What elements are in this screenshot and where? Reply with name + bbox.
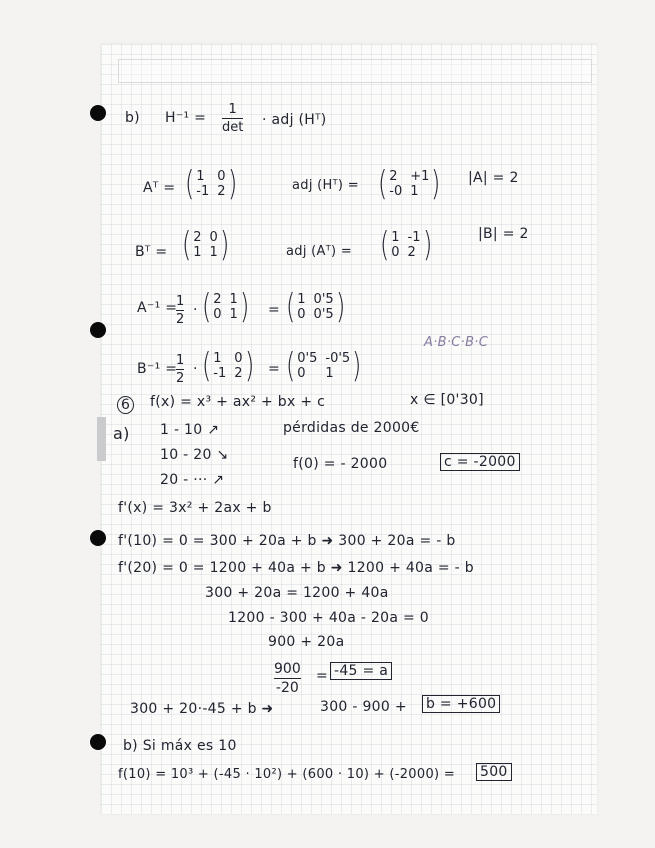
left-paren: (: [201, 287, 212, 327]
interval-2: 10 - 20 ↘: [160, 447, 229, 463]
equation-1: 300 + 20a = 1200 + 40a: [205, 585, 389, 601]
matrix-cell: 0: [297, 307, 306, 322]
matrix-cell: -1: [213, 366, 227, 381]
matrix-cell: 0: [391, 245, 400, 260]
final-result: 500: [476, 763, 512, 781]
at-matrix: [183, 164, 239, 204]
det-b: |B| = 2: [478, 226, 529, 242]
fraction-denominator: -20: [275, 680, 299, 696]
left-paren: (: [201, 346, 212, 386]
problem-number: 6: [117, 396, 134, 414]
right-paren: ): [422, 225, 432, 265]
punch-hole-1: [90, 105, 106, 121]
header-box: [118, 59, 592, 83]
right-paren: ): [219, 225, 230, 265]
fraction-bar: [176, 310, 184, 311]
b-inverse-label: B⁻¹ =: [137, 361, 178, 377]
left-paren: (: [184, 164, 195, 204]
matrix-cell: 2: [234, 366, 243, 381]
fraction-numerator: 1: [228, 102, 237, 117]
fraction-numerator: 1: [176, 353, 185, 368]
a-result: -45 = a: [330, 662, 392, 680]
matrix-cell: 1: [229, 307, 238, 322]
left-paren: (: [379, 225, 390, 265]
a-inverse-matrix: [200, 287, 251, 327]
matrix-cell: 2: [213, 292, 222, 307]
part-a-label: a): [113, 424, 130, 443]
fraction-numerator: 1: [176, 294, 185, 309]
punch-hole-4: [90, 734, 106, 750]
matrix-cell: 2: [407, 245, 416, 260]
fraction-numerator: 900: [274, 661, 301, 677]
equals-sign: =: [316, 668, 329, 684]
matrix-cell: 0: [297, 366, 306, 381]
inverse-formula-left: H⁻¹ =: [165, 110, 207, 126]
b-inverse-result: [284, 346, 363, 386]
matrix-cell: 1: [229, 292, 238, 307]
punch-hole-2: [90, 322, 106, 338]
left-paren: (: [285, 346, 296, 386]
bt-matrix: [180, 225, 231, 265]
fraction-denominator: det: [222, 120, 244, 135]
b-inverse-fraction: [176, 353, 184, 386]
matrix-cell: -1: [407, 230, 421, 245]
det-a: |A| = 2: [468, 170, 519, 186]
matrix-cell: 2: [193, 230, 202, 245]
b-result: b = +600: [422, 695, 500, 713]
adj-at-matrix: [378, 225, 434, 265]
interval-1: 1 - 10 ↗: [160, 422, 220, 438]
matrix-cell: 1: [209, 245, 218, 260]
b-substitution: 300 + 20·-45 + b ➜: [130, 701, 274, 717]
left-paren: (: [181, 225, 192, 265]
b-substitution-mid: 300 - 900 +: [320, 699, 407, 715]
equation-3: 900 + 20a: [268, 634, 345, 650]
a-inverse-label: A⁻¹ =: [137, 300, 178, 316]
matrix-cell: -0'5: [325, 351, 351, 366]
matrix-cell: 0: [213, 307, 222, 322]
matrix-cell: 1: [213, 351, 222, 366]
matrix-cell: 0'5: [297, 351, 318, 366]
right-paren: ): [335, 287, 345, 327]
equals-sign: =: [268, 361, 281, 377]
a-inverse-result: [284, 287, 347, 327]
problem-function: f(x) = x³ + ax² + bx + c: [150, 394, 326, 410]
fraction-bar: [222, 118, 243, 119]
a-fraction: [274, 661, 301, 696]
matrix-cell: 1: [196, 169, 205, 184]
f-zero: f(0) = - 2000: [293, 456, 388, 472]
right-paren: ): [352, 346, 362, 386]
derivative: f'(x) = 3x² + 2ax + b: [118, 500, 272, 516]
problem-domain: x ∈ [0'30]: [410, 392, 484, 408]
matrix-cell: 1: [410, 184, 419, 199]
f-prime-10: f'(10) = 0 = 300 + 20a + b ➜ 300 + 20a = - b: [118, 533, 456, 549]
b-inverse-matrix: [200, 346, 256, 386]
part-b-label: b): [125, 110, 140, 126]
fraction-bar: [176, 369, 184, 370]
losses-note: pérdidas de 2000€: [283, 420, 420, 436]
matrix-cell: -1: [196, 184, 210, 199]
matrix-cell: 0'5: [313, 292, 334, 307]
matrix-cell: 1: [391, 230, 400, 245]
right-paren: ): [239, 287, 250, 327]
right-paren: ): [244, 346, 254, 386]
matrix-cell: 1: [325, 366, 334, 381]
inverse-formula-fraction: [222, 102, 243, 135]
bt-label: Bᵀ =: [135, 244, 168, 260]
binding-tab: [97, 417, 106, 461]
matrix-cell: 0'5: [313, 307, 334, 322]
left-paren: (: [285, 287, 296, 327]
matrix-cell: 0: [209, 230, 218, 245]
fraction-bar: [274, 678, 301, 679]
punch-hole-3: [90, 530, 106, 546]
right-paren: ): [431, 164, 441, 204]
fraction-denominator: 2: [176, 312, 185, 327]
equation-2: 1200 - 300 + 40a - 20a = 0: [228, 610, 430, 626]
c-result: c = -2000: [440, 453, 520, 471]
matrix-cell: -0: [389, 184, 403, 199]
matrix-cell: 1: [193, 245, 202, 260]
left-paren: (: [377, 164, 388, 204]
matrix-cell: 0: [217, 169, 226, 184]
interval-3: 20 - ··· ↗: [160, 472, 225, 488]
fraction-denominator: 2: [176, 371, 185, 386]
adj-ht-matrix: [376, 164, 443, 204]
equals-sign: =: [268, 302, 281, 318]
adj-ht-label: adj (Hᵀ) =: [292, 178, 359, 193]
scribble-note: A·B·C·B·C: [424, 335, 489, 350]
final-computation: f(10) = 10³ + (-45 · 10²) + (600 · 10) + (-2000) =: [118, 767, 456, 782]
matrix-cell: +1: [410, 169, 430, 184]
f-prime-20: f'(20) = 0 = 1200 + 40a + b ➜ 1200 + 40a = - b: [118, 560, 474, 576]
matrix-cell: 2: [217, 184, 226, 199]
adj-at-label: adj (Aᵀ) =: [286, 244, 353, 259]
multiply-dot: ·: [193, 361, 198, 377]
multiply-dot: ·: [193, 302, 198, 318]
inverse-formula-right: · adj (Hᵀ): [262, 112, 327, 128]
matrix-cell: 1: [297, 292, 306, 307]
matrix-cell: 2: [389, 169, 398, 184]
matrix-cell: 0: [234, 351, 243, 366]
a-inverse-fraction: [176, 294, 184, 327]
at-label: Aᵀ =: [143, 180, 176, 196]
part-b-question: b) Si máx es 10: [123, 738, 237, 754]
right-paren: ): [227, 164, 237, 204]
